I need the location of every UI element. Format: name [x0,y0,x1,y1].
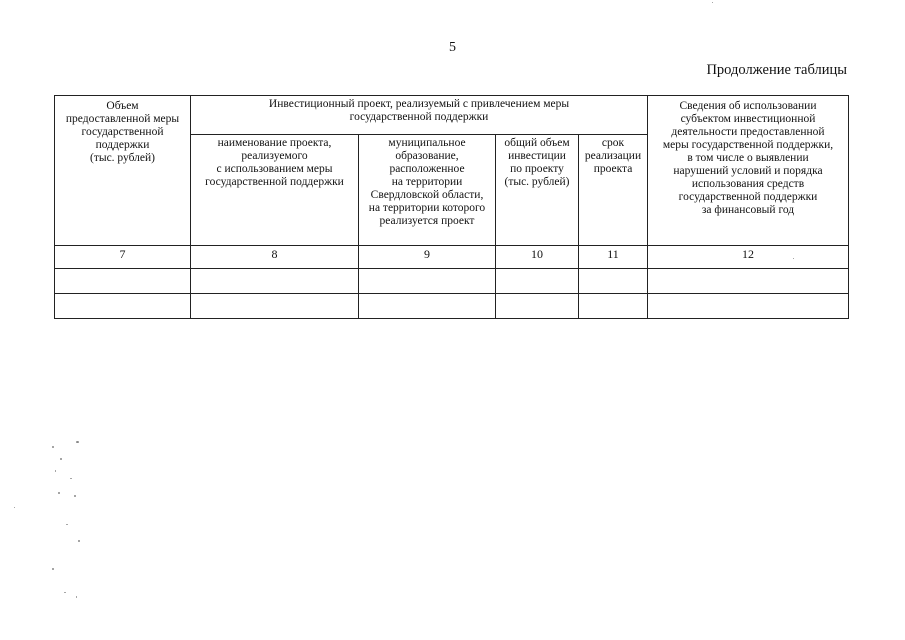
table-cell[interactable] [55,269,191,294]
column-number: 12 [648,246,849,269]
table-cell[interactable] [648,269,849,294]
table-cell[interactable] [496,294,579,319]
column-number: 8 [191,246,359,269]
header-row-1 [55,96,849,135]
table-row [55,269,849,294]
column-number: 10 [496,246,579,269]
column-number-row [55,246,849,269]
column-number: 11 [579,246,648,269]
col11-header: срок реализации проекта [579,135,648,246]
col10-header: общий объем инвестиции по проекту (тыс. рублей) [496,135,579,246]
col8-header: наименование проекта, реализуемого с использованием меры государственной поддержки [191,135,359,246]
table-cell[interactable] [191,294,359,319]
table-cell[interactable] [579,294,648,319]
table-cell[interactable] [359,269,496,294]
column-number: 9 [359,246,496,269]
col9-header: муниципальное образование, расположенное на территории Свердловской области, на территории которого реализуется проект [359,135,496,246]
col12-header: Сведения об использовании субъектом инвестиционной деятельности предоставленной меры государственной поддержки, в том числе о выявлении нарушений условий и порядка использования средств государственной поддержки за финансовый год [648,96,849,246]
table-cell[interactable] [191,269,359,294]
table-cell[interactable] [579,269,648,294]
table-continuation-label: Продолжение таблицы [706,62,847,78]
col7-header: Объем предоставленной меры государственной поддержки (тыс. рублей) [55,96,191,246]
investment-project-group-header: Инвестиционный проект, реализуемый с привлечением меры государственной поддержки [191,96,648,135]
table-cell[interactable] [496,269,579,294]
table-row [55,294,849,319]
investment-table [54,95,849,319]
column-number: 7 [55,246,191,269]
table-cell[interactable] [359,294,496,319]
table-cell[interactable] [55,294,191,319]
table-cell[interactable] [648,294,849,319]
page-number: 5 [449,40,456,55]
